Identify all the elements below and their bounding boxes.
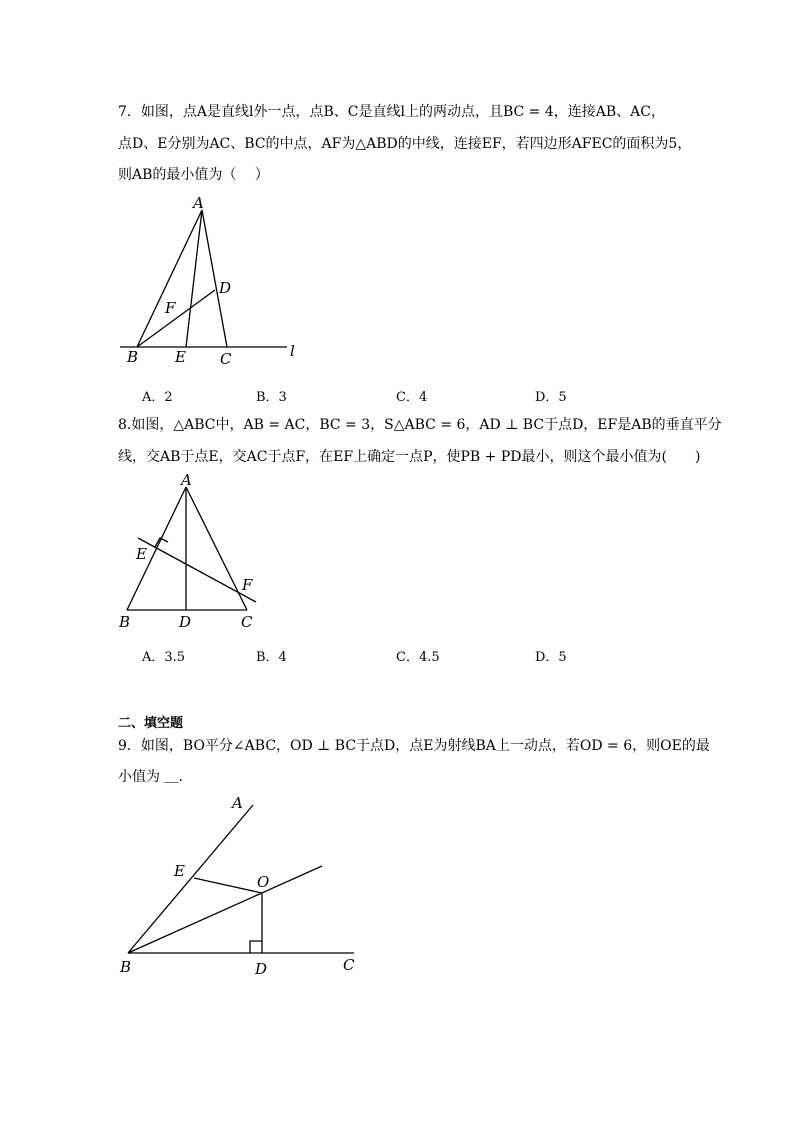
q8-text-line-2: 线，交AB于点E，交AC于点F，在EF上确定一点P，使PB + PD最小，则这个最小值为( ) <box>118 449 701 465</box>
q8-option-c[interactable]: C．4.5 <box>396 650 440 665</box>
section-title-fill-in: 二、填空题 <box>118 716 184 731</box>
q7-text-line-1: 7．如图，点A是直线l外一点，点B、C是直线l上的两动点，且BC = 4，连接AB、AC， <box>118 104 665 120</box>
q9-ray-ba <box>128 805 253 953</box>
q8-label-e: E <box>136 545 147 563</box>
q7-label-c: C <box>220 350 232 368</box>
q7-label-a: A <box>193 194 204 212</box>
q8-label-b: B <box>119 613 131 631</box>
q7-label-d: D <box>219 279 232 297</box>
q7-option-c[interactable]: C．4 <box>396 390 428 405</box>
q9-text-line-1: 9．如图，BO平分∠ABC，OD ⊥ BC于点D，点E为射线BA上一动点，若OD = 6，则OE的最 <box>118 738 710 754</box>
q7-label-e: E <box>175 348 186 366</box>
q8-option-a[interactable]: A．3.5 <box>142 650 186 665</box>
q8-option-d[interactable]: D．5 <box>535 650 567 665</box>
q8-label-a: A <box>181 471 192 489</box>
q7-label-b: B <box>127 348 139 366</box>
q9-label-d: D <box>255 960 268 978</box>
q7-option-a[interactable]: A．2 <box>142 390 173 405</box>
q7-label-f: F <box>165 299 176 317</box>
q9-segment-eo <box>194 878 262 893</box>
q9-label-o: O <box>257 873 270 891</box>
q7-text-line-2: 点D、E分别为AC、BC的中点，AF为△ABD的中线，连接EF，若四边形AFEC的面积为5， <box>118 136 692 152</box>
q8-label-f: F <box>242 576 253 594</box>
q9-label-b: B <box>120 958 132 976</box>
q9-right-angle-mark <box>250 941 262 953</box>
q9-label-e: E <box>174 862 185 880</box>
q7-label-l: l <box>290 342 295 360</box>
q8-option-b[interactable]: B．4 <box>256 650 287 665</box>
q9-text-line-2: 小值为 ＿. <box>118 769 183 785</box>
q7-option-b[interactable]: B．3 <box>256 390 287 405</box>
q8-label-d: D <box>179 613 192 631</box>
q9-label-c: C <box>343 956 355 974</box>
q7-option-d[interactable]: D．5 <box>535 390 567 405</box>
q8-text-line-1: 8.如图，△ABC中，AB = AC，BC = 3，S△ABC = 6，AD ⊥ BC于点D，EF是AB的垂直平分 <box>118 417 722 433</box>
q9-ray-bo <box>128 866 322 953</box>
q7-text-line-3: 则AB的最小值为（ ） <box>118 167 269 183</box>
q8-label-c: C <box>241 613 253 631</box>
q9-label-a: A <box>232 794 243 812</box>
